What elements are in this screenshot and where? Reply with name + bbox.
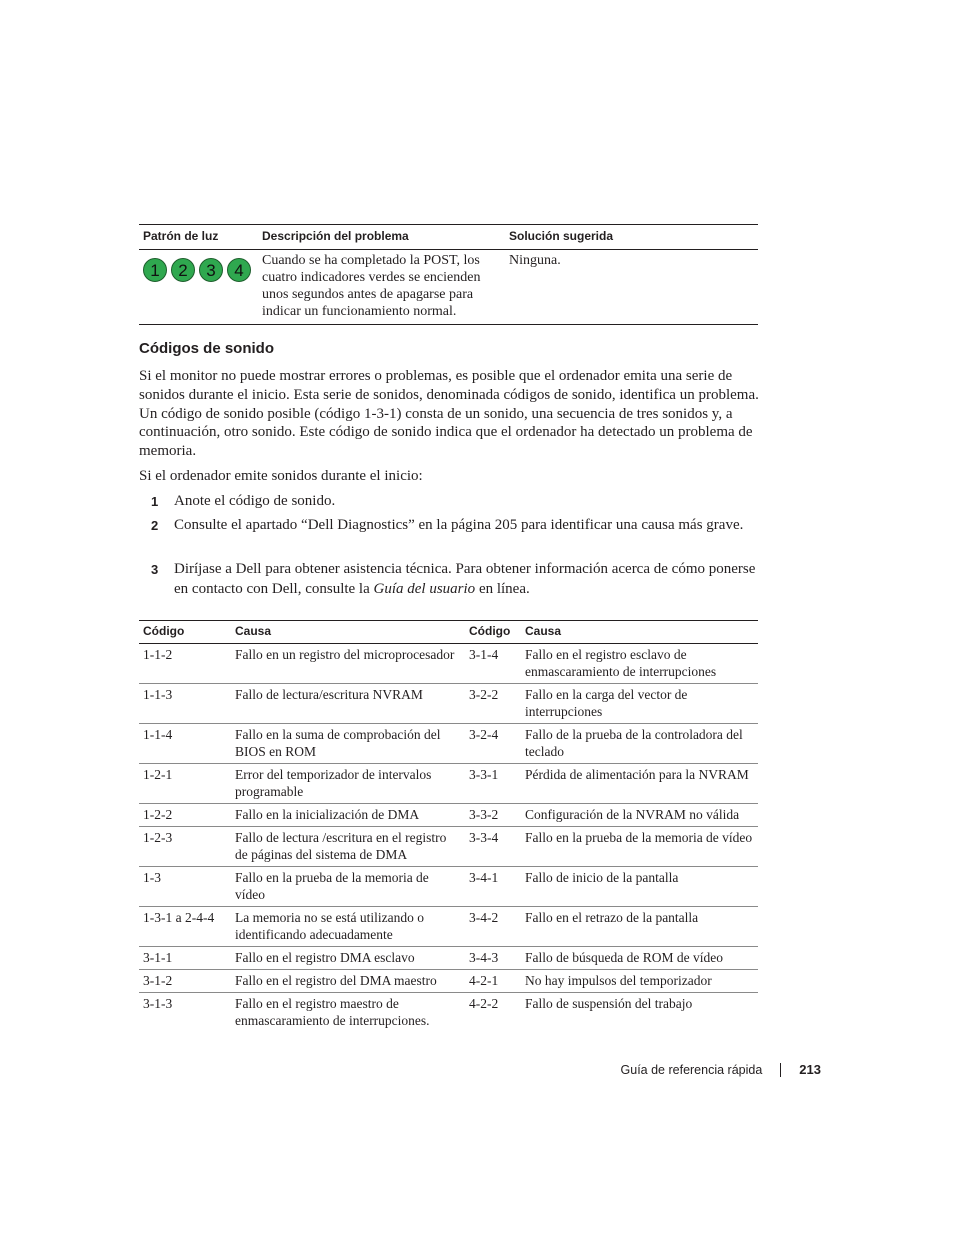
beep-code-cell: 3-3-1 [465, 764, 521, 804]
beep-code-cell: 3-2-2 [465, 684, 521, 724]
beep-code-cell: 3-3-4 [465, 827, 521, 867]
step-text [174, 560, 759, 599]
light-table-header-row [139, 225, 758, 250]
light-table-header: Patrón de luz [139, 225, 258, 250]
table-row [139, 970, 758, 993]
beep-code-cell: 1-2-1 [139, 764, 231, 804]
cause-cell: No hay impulsos del temporizador [521, 970, 758, 993]
beep-code-cell: 4-2-2 [469, 996, 499, 1011]
table-row [139, 644, 758, 684]
intro-paragraph: Si el monitor no puede mostrar errores o problemas, es posible que el ordenador emita una serie de sonidos durante el inicio. Esta serie de sonidos, denominada códigos de sonido, identifica un problema. Un código de sonido posible (código 1-3-1) consta de un sonido, una secuencia de tres sonidos y, a continuación, otro sonido. Este código de sonido indica que el ordenador ha detectado un problema de memoria. [139, 368, 759, 460]
beep-code-cell: 3-4-1 [465, 867, 521, 907]
table-row [139, 947, 758, 970]
table-row [139, 827, 758, 867]
lead-paragraph: Si el ordenador emite sonidos durante el inicio: [139, 468, 423, 484]
beep-code-cell: 1-3 [139, 867, 231, 907]
led-4-icon: 4 [227, 258, 251, 282]
light-table-row [139, 250, 758, 325]
suggested-solution: Ninguna. [505, 250, 758, 325]
section-heading: Códigos de sonido [139, 340, 274, 357]
table-row [139, 867, 758, 907]
table-row [139, 724, 758, 764]
cause-cell: Fallo de suspensión del trabajo [525, 996, 693, 1011]
beep-code-cell: 3-4-3 [465, 947, 521, 970]
step-item [139, 560, 759, 599]
step-number: 3 [151, 562, 159, 577]
beep-table-header-row [139, 621, 758, 644]
step-text: Anote el código de sonido. [174, 493, 336, 509]
step-number: 2 [151, 518, 159, 533]
table-row [139, 684, 758, 724]
user-guide-title: Guía del usuario [373, 580, 476, 597]
table-row [139, 907, 758, 947]
footer-divider [780, 1063, 781, 1077]
beep-table-header: Código [465, 621, 521, 644]
cause-cell: Fallo en un registro del microprocesador [231, 644, 465, 684]
page-footer [621, 1062, 821, 1077]
beep-code-cell: 1-2-2 [139, 804, 231, 827]
beep-code-cell: 1-3-1 a 2-4-4 [139, 907, 231, 947]
cause-cell: Fallo en la carga del vector de interrupciones [521, 684, 758, 724]
beep-code-cell: 3-2-4 [465, 724, 521, 764]
cause-cell: Fallo en la inicialización de DMA [231, 804, 465, 827]
beep-table-header: Causa [521, 621, 758, 644]
diagnostic-leds [143, 252, 254, 282]
cause-cell: Fallo en el registro DMA esclavo [231, 947, 465, 970]
step-number: 1 [151, 494, 159, 509]
led-1-icon: 1 [143, 258, 167, 282]
light-pattern-cell [139, 250, 258, 325]
cause-cell: Fallo de lectura /escritura en el registro de páginas del sistema de DMA [231, 827, 465, 867]
beep-table-header: Causa [231, 621, 465, 644]
cause-cell: Fallo de lectura/escritura NVRAM [231, 684, 465, 724]
beep-code-cell: 1-1-3 [139, 684, 231, 724]
beep-code-cell: 3-1-2 [139, 970, 231, 993]
table-row [139, 993, 758, 1033]
page-number: 213 [799, 1062, 821, 1077]
light-table-header: Descripción del problema [258, 225, 505, 250]
cause-cell: Error del temporizador de intervalos programable [231, 764, 465, 804]
footer-title: Guía de referencia rápida [620, 1062, 763, 1077]
beep-code-cell: 3-1-3 [143, 996, 173, 1011]
beep-table-body [139, 644, 758, 1033]
beep-code-table [139, 620, 758, 1032]
cause-cell: Fallo en la prueba de la memoria de vídeo [521, 827, 758, 867]
table-row [139, 804, 758, 827]
cause-cell: Fallo en la suma de comprobación del BIOS en ROM [231, 724, 465, 764]
cause-cell: La memoria no se está utilizando o identificando adecuadamente [231, 907, 465, 947]
step-text: Consulte el apartado “Dell Diagnostics” en la página 205 para identificar una causa más grave. [174, 517, 744, 533]
led-2-icon: 2 [171, 258, 195, 282]
beep-code-cell: 4-2-1 [465, 970, 521, 993]
cause-cell: Fallo de inicio de la pantalla [521, 867, 758, 907]
led-3-icon: 3 [199, 258, 223, 282]
cause-cell: Fallo en el retrazo de la pantalla [521, 907, 758, 947]
beep-code-cell: 3-4-2 [465, 907, 521, 947]
beep-code-cell: 1-1-4 [139, 724, 231, 764]
table-row [139, 764, 758, 804]
step-item [139, 516, 759, 536]
beep-code-cell: 1-2-3 [139, 827, 231, 867]
cause-cell: Fallo en la prueba de la memoria de vídeo [231, 867, 465, 907]
cause-cell: Fallo de búsqueda de ROM de vídeo [521, 947, 758, 970]
step-text-part: en línea. [475, 580, 530, 597]
light-pattern-table [139, 224, 758, 325]
beep-code-cell: 3-1-4 [465, 644, 521, 684]
step-item [139, 492, 759, 512]
cause-cell: Fallo en el registro esclavo de enmascaramiento de interrupciones [521, 644, 758, 684]
cause-cell: Fallo de la prueba de la controladora del teclado [521, 724, 758, 764]
step-text-part: Diríjase a Dell para obtener asistencia técnica. Para obtener información acerca de cómo ponerse en contacto con Dell, consulte la [174, 561, 756, 597]
cause-cell: Fallo en el registro maestro de enmascaramiento de interrupciones. [235, 996, 430, 1028]
problem-description: Cuando se ha completado la POST, los cuatro indicadores verdes se encienden unos segundos antes de apagarse para indicar un funcionamiento normal. [258, 250, 505, 325]
cause-cell: Pérdida de alimentación para la NVRAM [521, 764, 758, 804]
cause-cell: Configuración de la NVRAM no válida [521, 804, 758, 827]
beep-code-cell: 1-1-2 [139, 644, 231, 684]
beep-code-cell: 3-3-2 [465, 804, 521, 827]
light-table-header: Solución sugerida [505, 225, 758, 250]
beep-table-header: Código [139, 621, 231, 644]
cause-cell: Fallo en el registro del DMA maestro [231, 970, 465, 993]
beep-code-cell: 3-1-1 [139, 947, 231, 970]
